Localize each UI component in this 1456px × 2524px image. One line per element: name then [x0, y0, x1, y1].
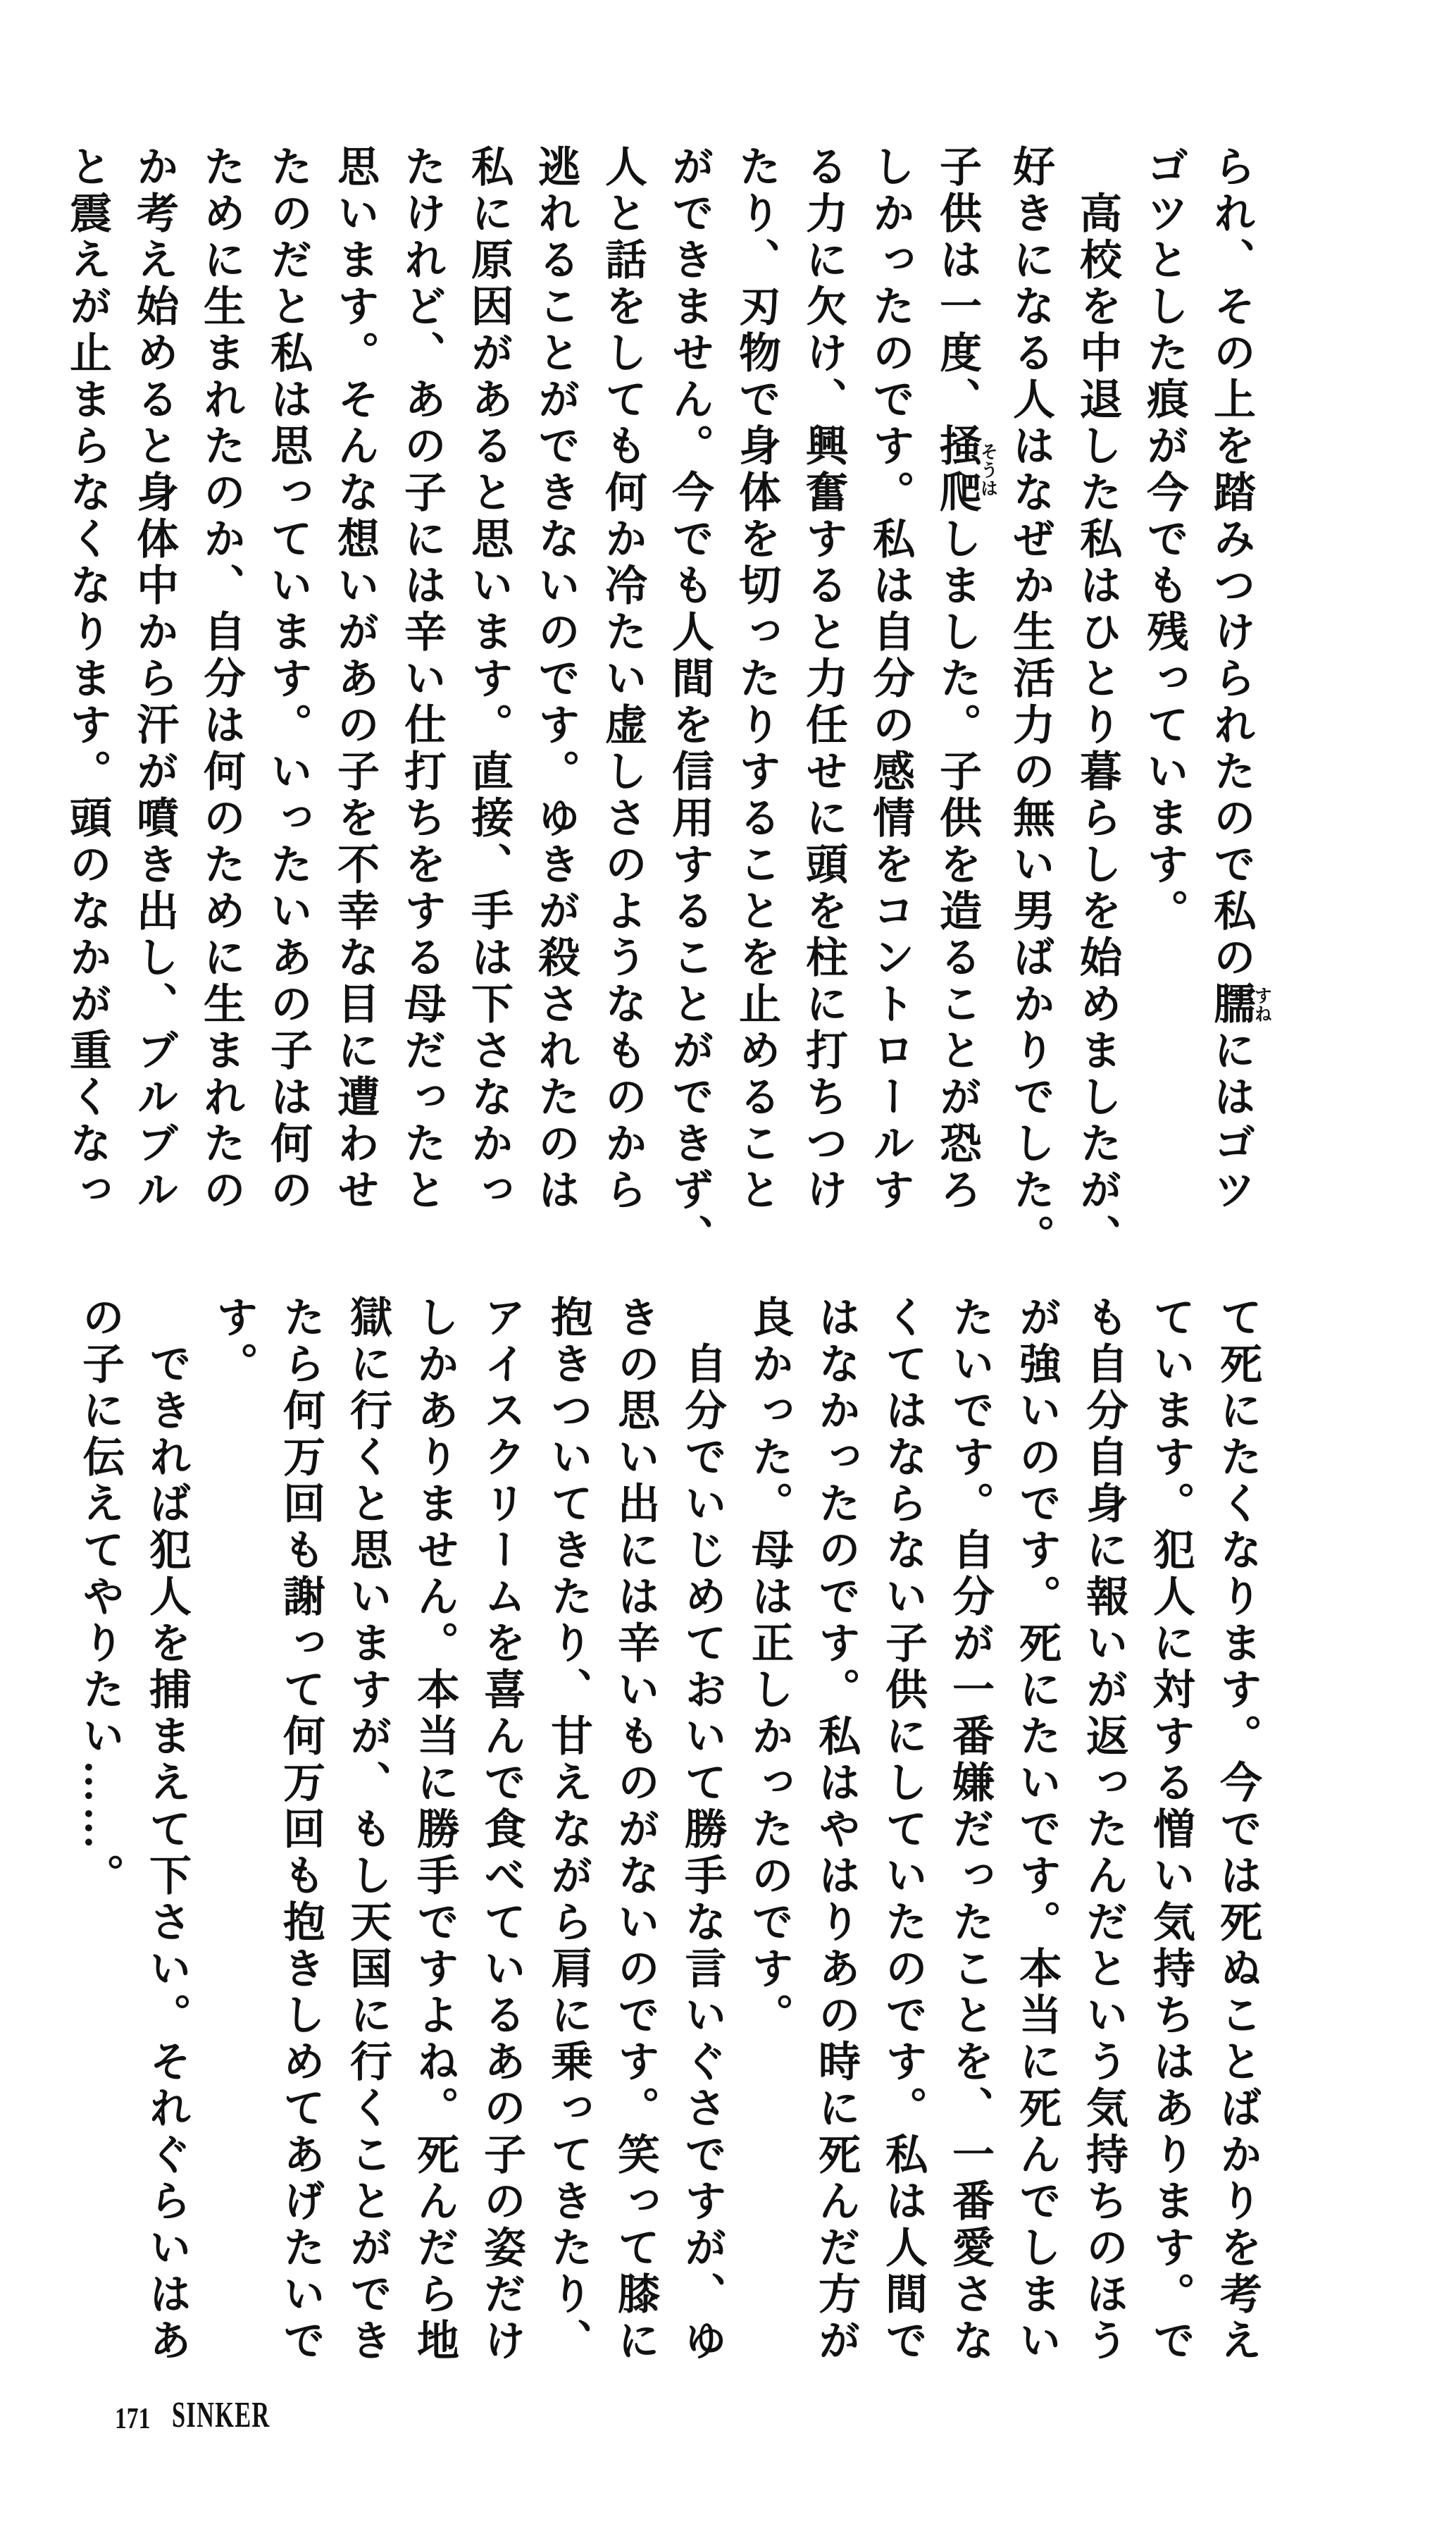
text-line: 好きになる人はなぜか生活力の無い男ばかりでした。 — [1007, 144, 1054, 1261]
text-line: きの思い出には辛いものがないのです。笑って膝に — [612, 1295, 659, 2365]
text-line: 私に原因があると思います。直接、手は下さなかっ — [466, 144, 512, 1214]
text-line: できれば犯人を捕まえて下さい。それぐらいはあ — [144, 1295, 190, 2365]
text-line: の子に伝えてやりたい……。 — [77, 1295, 123, 1900]
lower-text-block — [66, 1295, 1271, 2384]
text-line: 高校を中退した私はひとり暮らしを始めましたが、 — [1074, 144, 1121, 1261]
text-line: しかったのです。私は自分の感情をコントロールす — [867, 144, 914, 1214]
text-line: はなかったのです。私はやはりあの時に死んだ方が — [813, 1295, 859, 2365]
upper-text-block — [54, 144, 1271, 1261]
text-line: が強いのです。死にたいです。本当に死んでしまい — [1014, 1295, 1060, 2365]
text-line: と震えが止まらなくなります。頭のなかが重くなっ — [64, 144, 111, 1214]
text-line: 人と話をしても何か冷たい虚しさのようなものから — [599, 144, 646, 1214]
text-line: て死にたくなります。今では死ぬことばかりを考え — [1214, 1295, 1261, 2365]
text-line: も自分自身に報いが返ったんだという気持ちのほう — [1081, 1295, 1127, 2365]
text-line: 思います。そんな想いがあの子を不幸な目に遭わせ — [332, 144, 378, 1214]
text-line: られ、その上を踏みつけられたので私の臑すねにはゴツ — [1208, 144, 1271, 1214]
text-line: 抱きついてきたり、甘えながら肩に乗ってきたり、 — [545, 1295, 592, 2365]
text-line: か考え始めると身体中から汗が噴き出し、ブルブル — [131, 144, 178, 1214]
text-line: たけれど、あの子には辛い仕打ちをする母だったと — [399, 144, 445, 1214]
text-line: る力に欠け、興奮すると力任せに頭を柱に打ちつけ — [800, 144, 847, 1214]
text-line: す。 — [211, 1295, 257, 1388]
text-line: ています。犯人に対する憎い気持ちはあります。で — [1147, 1295, 1194, 2365]
page-footer — [115, 2394, 321, 2436]
text-line: 逃れることができないのです。ゆきが殺されたのは — [533, 144, 579, 1214]
text-line: たら何万回も謝って何万回も抱きしめてあげたいで — [278, 1295, 324, 2365]
text-line: 良かった。母は正しかったのです。 — [746, 1295, 792, 2039]
page-number: 171 — [115, 2403, 151, 2435]
running-title: SINKER — [172, 2395, 270, 2435]
text-line: 子供は一度、掻爬そうはしました。子供を造ることが恐ろ — [934, 144, 997, 1214]
text-line: たいです。自分が一番嫌だったことを、一番愛さな — [947, 1295, 993, 2365]
text-line: 獄に行くと思いますが、もし天国に行くことができ — [344, 1295, 391, 2365]
text-line: 自分でいじめておいて勝手な言いぐさですが、ゆ — [679, 1295, 726, 2365]
text-line: くてはならない子供にしていたのです。私は人間で — [880, 1295, 926, 2365]
text-line: たり、刃物で身体を切ったりすることを止めること — [733, 144, 780, 1214]
text-line: アイスクリームを喜んで食べているあの子の姿だけ — [478, 1295, 525, 2365]
text-line: たのだと私は思っています。いったいあの子は何の — [265, 144, 311, 1214]
text-line: ために生まれたのか、自分は何のために生まれたの — [198, 144, 244, 1214]
text-line: ができません。今でも人間を信用することができず、 — [666, 144, 713, 1261]
text-line: ゴツとした痕が今でも残っています。 — [1141, 144, 1188, 935]
text-line: しかありません。本当に勝手ですよね。死んだら地 — [411, 1295, 458, 2365]
